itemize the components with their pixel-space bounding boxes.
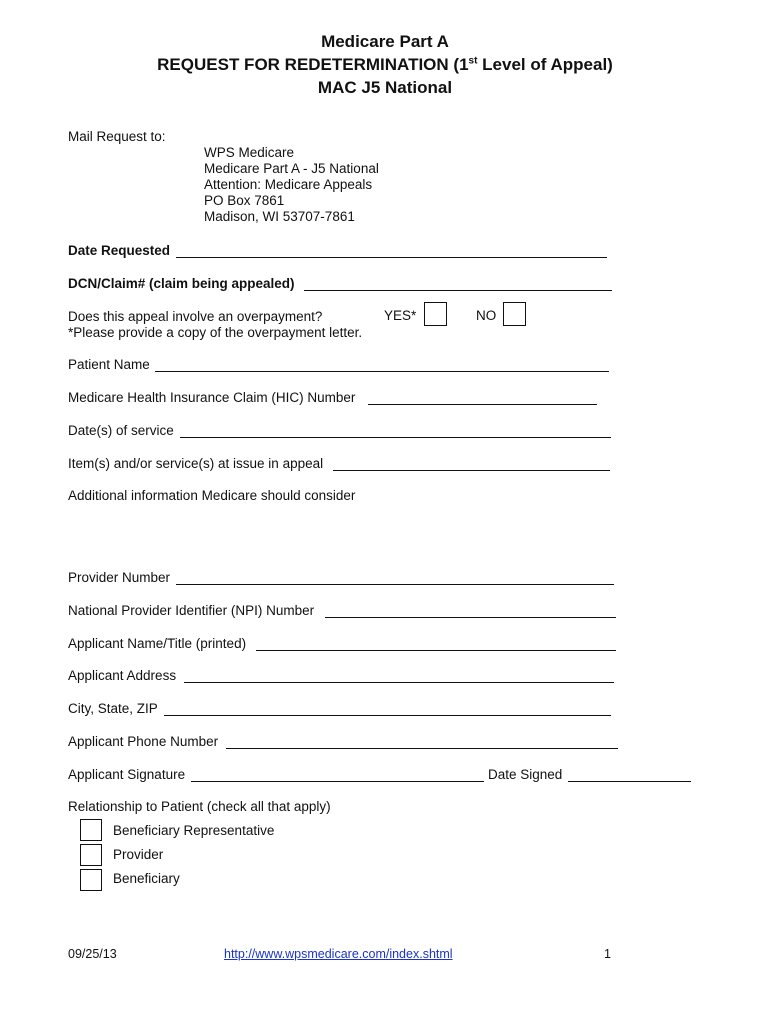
address-line-5: Madison, WI 53707-7861 — [204, 209, 355, 224]
hic-number-field[interactable] — [368, 404, 597, 405]
dcn-claim-label: DCN/Claim# (claim being appealed) — [68, 276, 295, 291]
items-at-issue-field[interactable] — [333, 470, 610, 471]
title-line-2-main: REQUEST FOR REDETERMINATION (1 — [157, 55, 469, 74]
overpayment-note: *Please provide a copy of the overpayment letter. — [68, 325, 363, 340]
provider-checkbox[interactable] — [80, 844, 102, 866]
patient-name-field[interactable] — [155, 371, 609, 372]
address-line-1: WPS Medicare — [204, 145, 295, 160]
beneficiary-representative-checkbox[interactable] — [80, 819, 102, 841]
applicant-name-label: Applicant Name/Title (printed) — [68, 636, 247, 651]
title-line-2 — [0, 53, 770, 76]
footer-date: 09/25/13 — [68, 947, 117, 961]
yes-label: YES* — [384, 308, 417, 323]
applicant-phone-field[interactable] — [226, 748, 618, 749]
additional-info-label: Additional information Medicare should consider — [68, 488, 356, 503]
title-line-2-end: Level of Appeal) — [477, 55, 613, 74]
city-state-zip-label: City, State, ZIP — [68, 701, 158, 716]
provider-label: Provider — [113, 847, 164, 862]
footer-page-number: 1 — [604, 947, 611, 961]
date-requested-field[interactable] — [176, 257, 607, 258]
beneficiary-label: Beneficiary — [113, 871, 180, 886]
npi-number-label: National Provider Identifier (NPI) Number — [68, 603, 315, 618]
dcn-claim-field[interactable] — [304, 290, 612, 291]
relationship-label: Relationship to Patient (check all that apply) — [68, 799, 331, 814]
date-requested-label: Date Requested — [68, 243, 171, 258]
address-line-2: Medicare Part A - J5 National — [204, 161, 379, 176]
provider-number-field[interactable] — [176, 584, 614, 585]
dates-of-service-field[interactable] — [180, 437, 611, 438]
footer-url-link[interactable]: http://www.wpsmedicare.com/index.shtml — [224, 947, 453, 961]
form-title — [0, 30, 770, 99]
items-at-issue-label: Item(s) and/or service(s) at issue in appeal — [68, 456, 324, 471]
title-line-3: MAC J5 National — [317, 78, 453, 97]
address-line-3: Attention: Medicare Appeals — [204, 177, 373, 192]
title-superscript: st — [468, 55, 478, 67]
patient-name-label: Patient Name — [68, 357, 150, 372]
beneficiary-representative-label: Beneficiary Representative — [113, 823, 275, 838]
city-state-zip-field[interactable] — [164, 715, 611, 716]
applicant-address-field[interactable] — [184, 682, 614, 683]
title-line-1: Medicare Part A — [321, 32, 449, 51]
date-signed-label: Date Signed — [488, 767, 563, 782]
dates-of-service-label: Date(s) of service — [68, 423, 174, 438]
no-checkbox[interactable] — [503, 302, 526, 326]
applicant-name-field[interactable] — [256, 650, 616, 651]
mail-request-label: Mail Request to: — [68, 129, 166, 144]
applicant-signature-label: Applicant Signature — [68, 767, 186, 782]
applicant-address-label: Applicant Address — [68, 668, 177, 683]
npi-number-field[interactable] — [325, 617, 616, 618]
provider-number-label: Provider Number — [68, 570, 171, 585]
beneficiary-checkbox[interactable] — [80, 869, 102, 891]
overpayment-question: Does this appeal involve an overpayment? — [68, 309, 323, 324]
applicant-signature-field[interactable] — [191, 781, 484, 782]
applicant-phone-label: Applicant Phone Number — [68, 734, 219, 749]
hic-number-label: Medicare Health Insurance Claim (HIC) Number — [68, 390, 356, 405]
address-line-4: PO Box 7861 — [204, 193, 285, 208]
yes-checkbox[interactable] — [424, 302, 447, 326]
no-label: NO — [476, 308, 497, 323]
date-signed-field[interactable] — [568, 781, 691, 782]
